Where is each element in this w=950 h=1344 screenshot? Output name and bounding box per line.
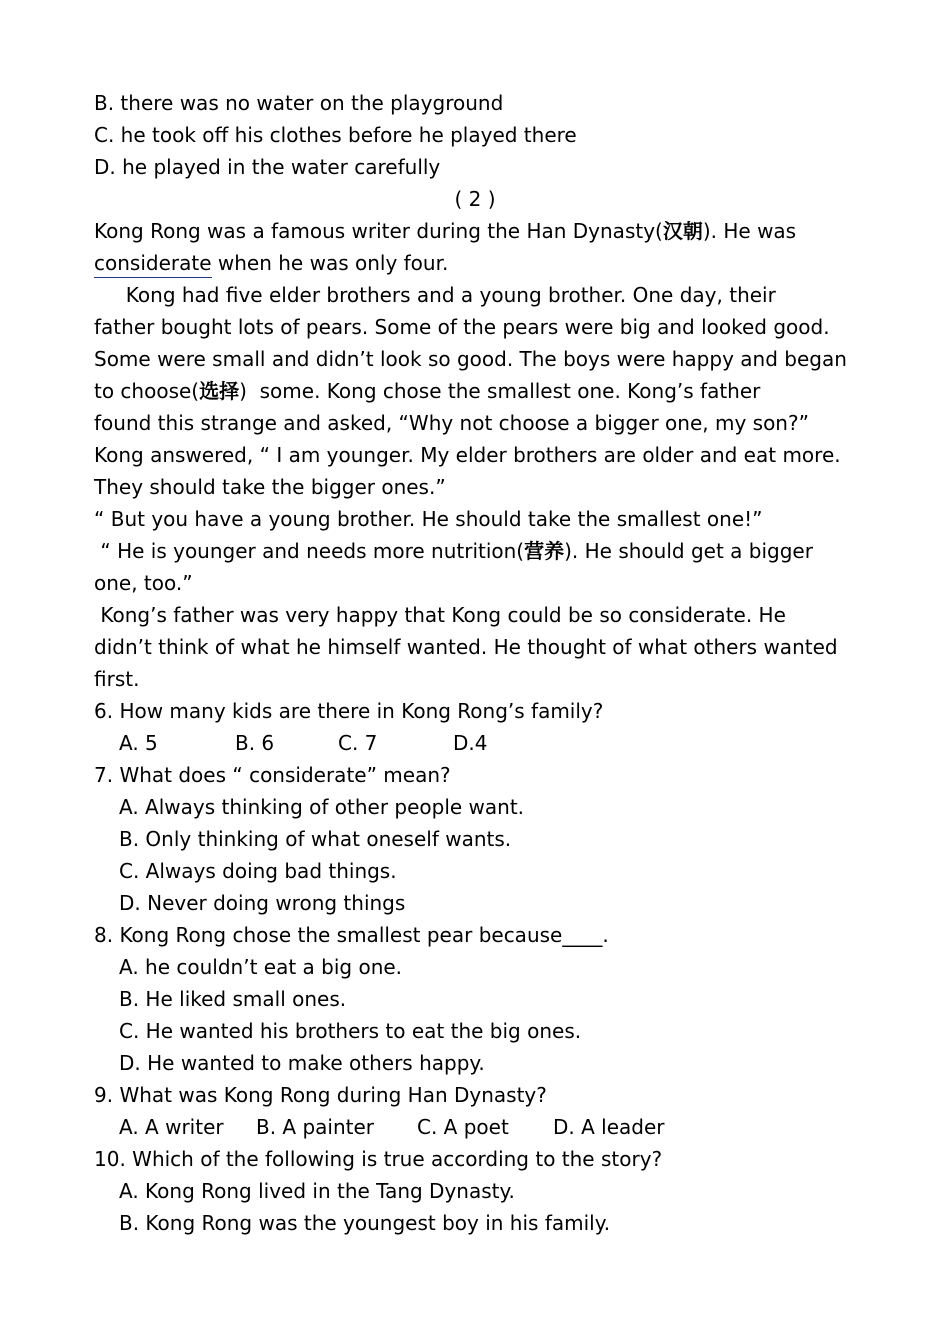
passage-line-7: found this strange and asked, “Why not choose a bigger one, my son?” [94, 411, 809, 435]
question-8-stem: 8. Kong Rong chose the smallest pear because____. [94, 923, 609, 947]
prev-option-b: B. there was no water on the playground [94, 91, 504, 115]
section-number: ( 2 ) [454, 187, 496, 211]
question-9-option-a: A. A writer [119, 1115, 224, 1139]
passage-line-11: “ He is younger and needs more nutrition(营养). He should get a bigger [94, 539, 813, 563]
question-6-option-b: B. 6 [235, 731, 275, 755]
question-8-option-c: C. He wanted his brothers to eat the big ones. [119, 1019, 582, 1043]
passage-line-12: one, too.” [94, 571, 193, 595]
passage-line-5: Some were small and didn’t look so good. The boys were happy and began [94, 347, 847, 371]
passage-line-8: Kong answered, “ I am younger. My elder brothers are older and eat more. [94, 443, 841, 467]
passage-line-9: They should take the bigger ones.” [94, 475, 446, 499]
passage-line-10: “ But you have a young brother. He should take the smallest one!” [94, 507, 763, 531]
passage-line-2: considerate when he was only four. [94, 247, 448, 279]
question-7-stem: 7. What does “ considerate” mean? [94, 763, 451, 787]
question-8-option-d: D. He wanted to make others happy. [119, 1051, 485, 1075]
passage-line-3: Kong had five elder brothers and a young brother. One day, their [94, 283, 776, 307]
question-8-option-a: A. he couldn’t eat a big one. [119, 955, 403, 979]
question-10-option-a: A. Kong Rong lived in the Tang Dynasty. [119, 1179, 515, 1203]
question-9-option-d: D. A leader [553, 1115, 665, 1139]
question-9-option-c: C. A poet [417, 1115, 509, 1139]
prev-option-c: C. he took off his clothes before he played there [94, 123, 577, 147]
passage-line-14: didn’t think of what he himself wanted. He thought of what others wanted [94, 635, 838, 659]
passage-line-4: father bought lots of pears. Some of the pears were big and looked good. [94, 315, 830, 339]
underlined-word: considerate [94, 251, 212, 278]
question-6-option-a: A. 5 [119, 731, 158, 755]
question-7-option-c: C. Always doing bad things. [119, 859, 397, 883]
question-6-option-c: C. 7 [338, 731, 378, 755]
prev-option-d: D. he played in the water carefully [94, 155, 441, 179]
question-8-option-b: B. He liked small ones. [119, 987, 347, 1011]
question-6-stem: 6. How many kids are there in Kong Rong’s family? [94, 699, 604, 723]
question-7-option-a: A. Always thinking of other people want. [119, 795, 525, 819]
question-10-stem: 10. Which of the following is true according to the story? [94, 1147, 663, 1171]
question-10-option-b: B. Kong Rong was the youngest boy in his family. [119, 1211, 611, 1235]
passage-line-6: to choose(选择) some. Kong chose the smallest one. Kong’s father [94, 379, 761, 403]
passage-line-13: Kong’s father was very happy that Kong could be so considerate. He [94, 603, 786, 627]
passage-line-1: Kong Rong was a famous writer during the Han Dynasty(汉朝). He was [94, 219, 797, 243]
question-9-option-b: B. A painter [256, 1115, 375, 1139]
question-7-option-b: B. Only thinking of what oneself wants. [119, 827, 512, 851]
question-9-stem: 9. What was Kong Rong during Han Dynasty? [94, 1083, 547, 1107]
question-6-option-d: D.4 [453, 731, 488, 755]
question-7-option-d: D. Never doing wrong things [119, 891, 406, 915]
passage-line-15: first. [94, 667, 140, 691]
